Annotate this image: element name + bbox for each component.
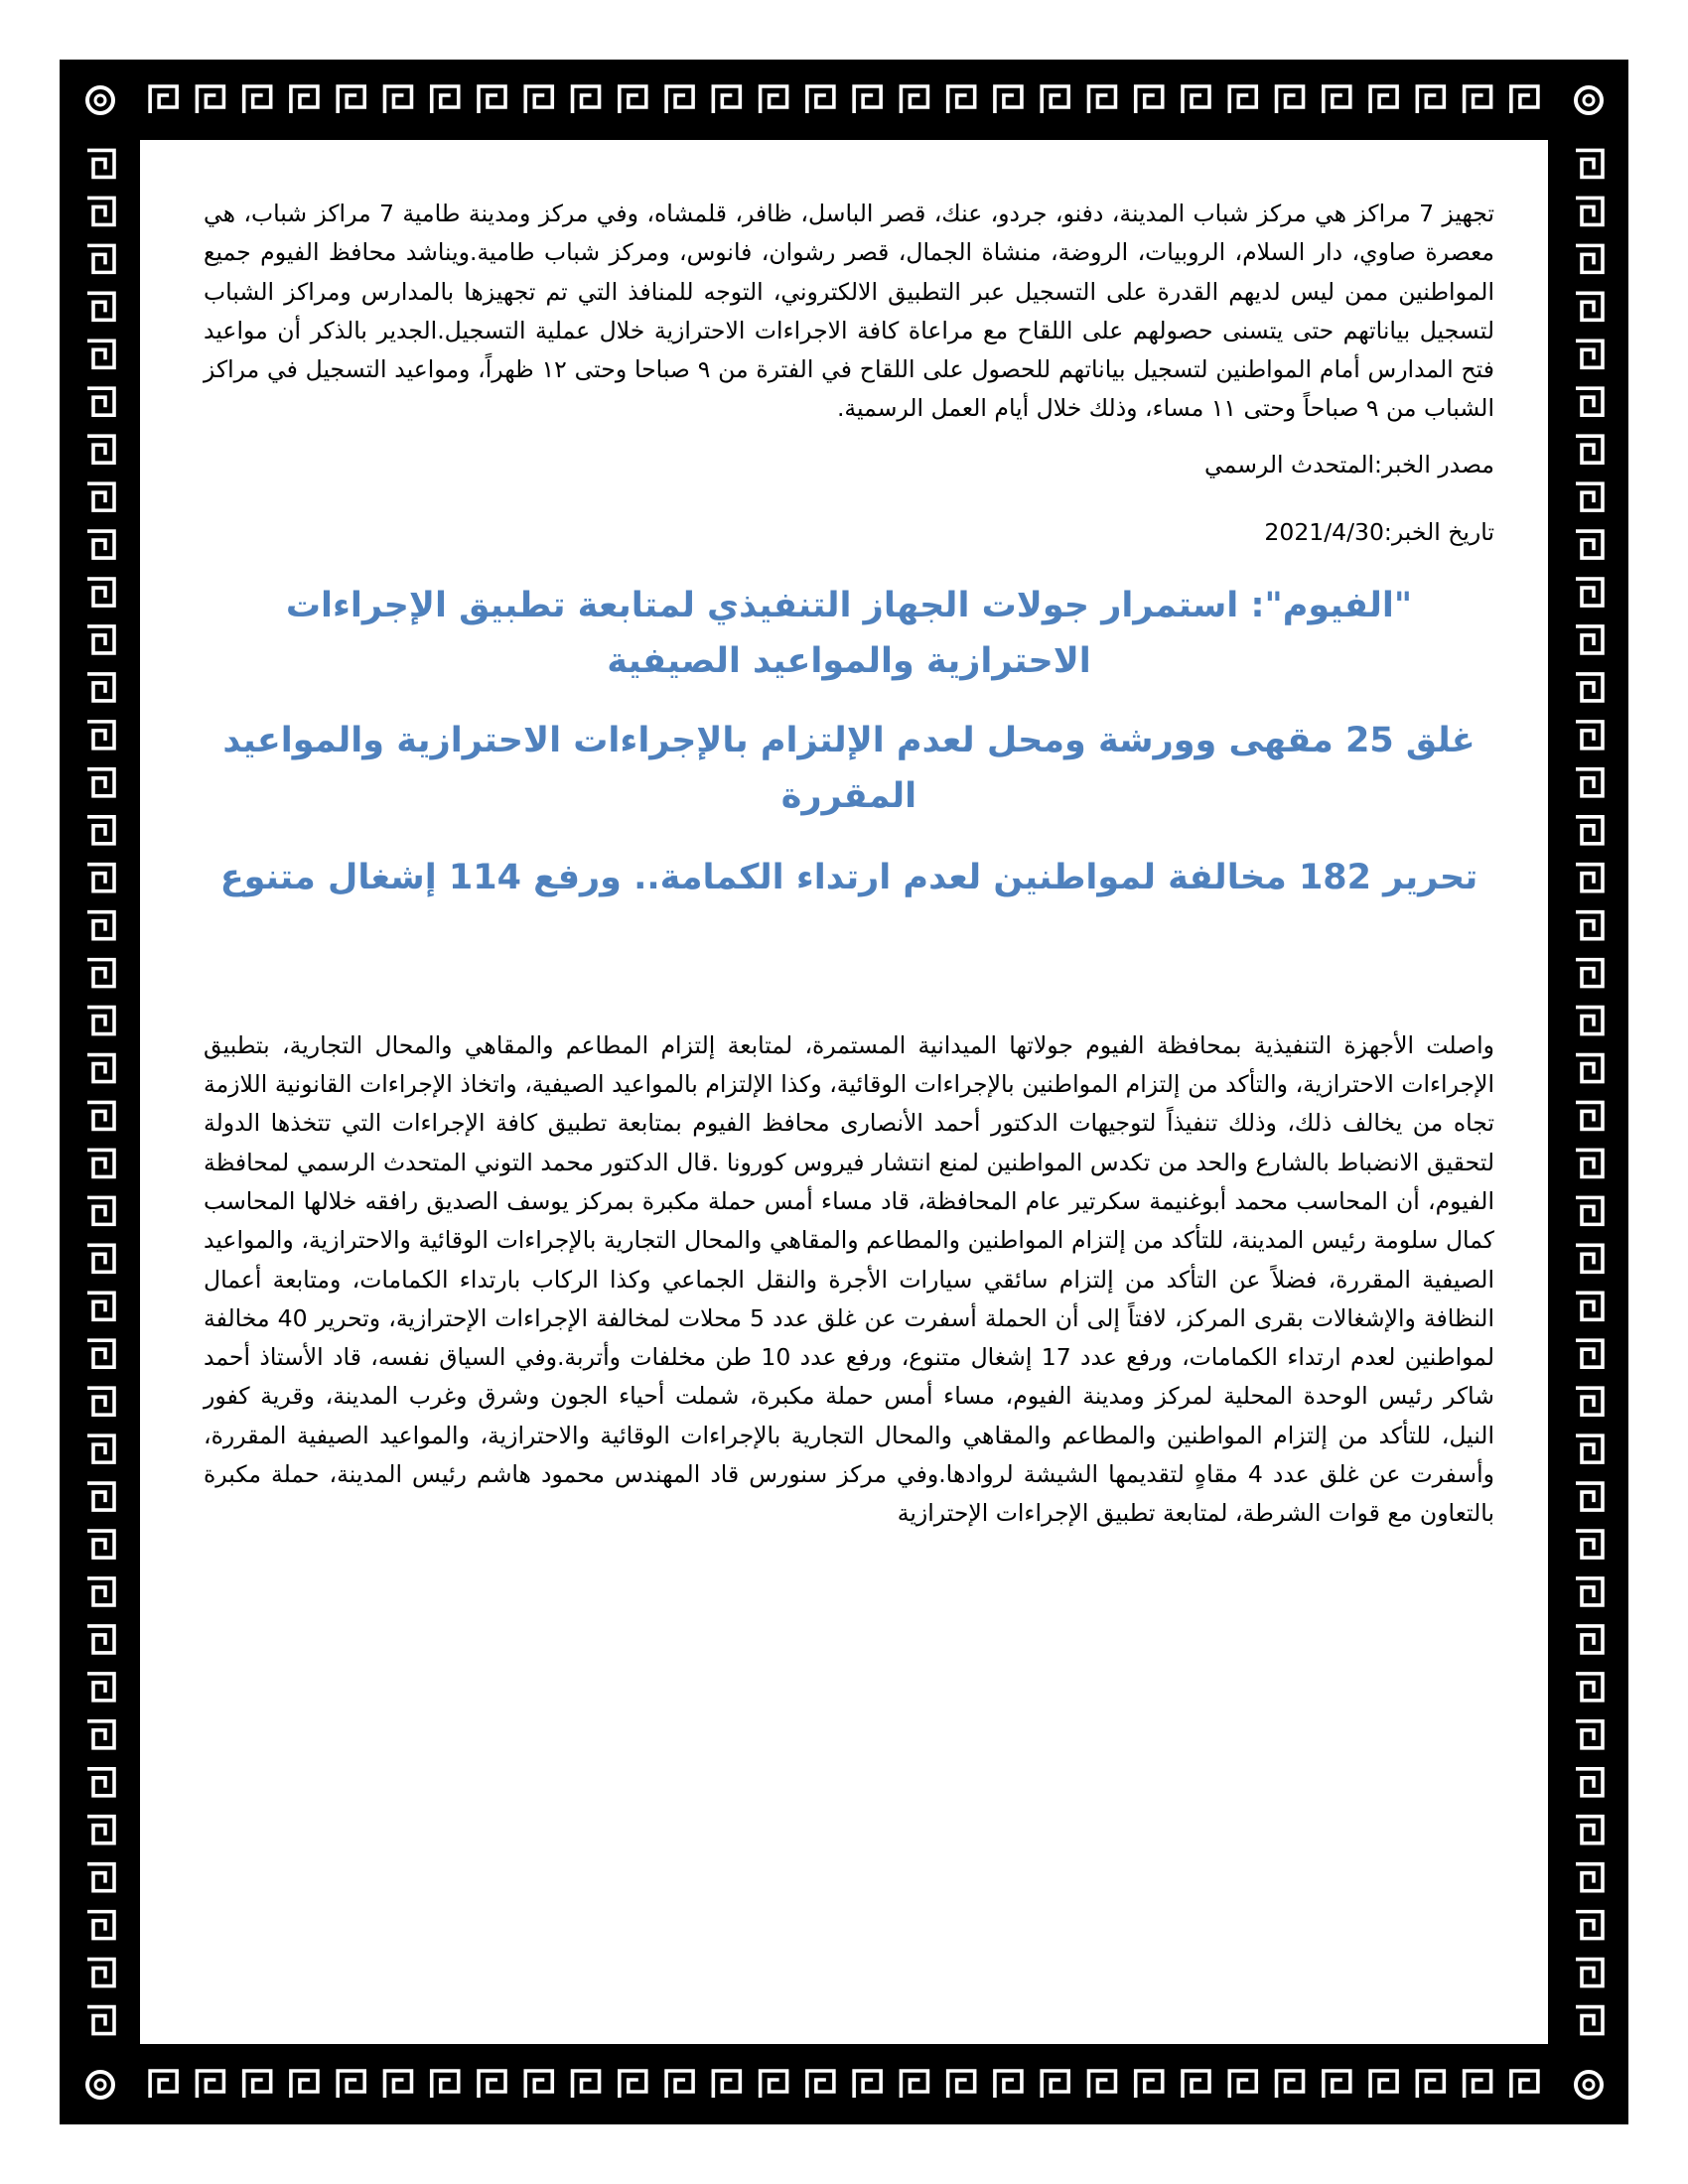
news-source bbox=[204, 449, 1494, 480]
headline-closures: غلق 25 مقهى وورشة ومحل لعدم الإلتزام بالإجراءات الاحترازية والمواعيد المقررة bbox=[222, 720, 1476, 816]
headline-violations: تحرير 182 مخالفة لمواطنين لعدم ارتداء الكمامة.. ورفع 114 إشغال متنوع bbox=[219, 857, 1478, 897]
source-label: مصدر الخبر: bbox=[1374, 450, 1494, 478]
page-content bbox=[204, 195, 1494, 2021]
source-value: المتحدث الرسمي bbox=[1204, 450, 1375, 478]
headline-main: "الفيوم": استمرار جولات الجهاز التنفيذي لمتابعة تطبيق الإجراءات الاحترازية والمواعيد الصيفية bbox=[285, 585, 1413, 681]
news-date bbox=[204, 516, 1494, 548]
article-body: واصلت الأجهزة التنفيذية بمحافظة الفيوم جولاتها الميدانية المستمرة، لمتابعة إلتزام المطاعم والمقاهي والمحال التجارية، بتطبيق الإجراءات الاحترازية، والتأكد من إلتزام المواطنين بالإجراءات الوقائية، وكذا الإلتزام بالمواعيد الصيفية، واتخاذ الإجراءات القانونية اللازمة تجاه من يخالف ذلك، وذلك تنفيذاً لتوجيهات الدكتور أحمد الأنصارى محافظ الفيوم بمتابعة تطبيق كافة الإجراءات التي تتخذها الدولة لتحقيق الانضباط بالشارع والحد من تكدس المواطنين لمنع انتشار فيروس كورونا .قال الدكتور محمد التوني المتحدث الرسمي لمحافظة الفيوم، أن المحاسب محمد أبوغنيمة سكرتير عام المحافظة، قاد مساء أمس حملة مكبرة بمركز يوسف الصديق رافقه خلالها المحاسب كمال سلومة رئيس المدينة، للتأكد من إلتزام المواطنين والمطاعم والمقاهي والمحال التجارية بالإجراءات الوقائية والاحترازية، والمواعيد الصيفية المقررة، فضلاً عن التأكد من إلتزام سائقي سيارات الأجرة والنقل الجماعي وكذا الركاب بارتداء الكمامات، ومتابعة أعمال النظافة والإشغالات بقرى المركز، لافتاً إلى أن الحملة أسفرت عن غلق عدد 5 محلات لمخالفة الإجراءات الإحترازية، وتحرير 40 مخالفة لمواطنين لعدم ارتداء الكمامات، ورفع عدد 17 إشغال متنوع، ورفع عدد 10 طن مخلفات وأتربة.وفي السياق نفسه، قاد الأستاذ أحمد شاكر رئيس الوحدة المحلية لمركز ومدينة الفيوم، مساء أمس حملة مكبرة، شملت أحياء الجون وشرق وغرب المدينة، وقرية كفور النيل، للتأكد من إلتزام المواطنين والمطاعم والمقاهي والمحال التجارية بالإجراءات الوقائية والاحترازية، والمواعيد الصيفية المقررة، وأسفرت عن غلق عدد 4 مقاهٍ لتقديمها الشيشة لروادها.وفي مركز سنورس قاد المهندس محمود هاشم رئيس المدينة، حملة مكبرة بالتعاون مع قوات الشرطة، لمتابعة تطبيق الإجراءات الإحترازية bbox=[204, 1030, 1494, 1528]
article-top-paragraph: تجهيز 7 مراكز هي مركز شباب المدينة، دفنو، جردو، عنك، قصر الباسل، ظافر، قلمشاه، وفي مركز ومدينة طامية 7 مراكز شباب، هي معصرة صاوي، دار السلام، الروبيات، الروضة، منشاة الجمال، قصر رشوان، فانوس، ومركز شباب طامية.ويناشد محافظ الفيوم جميع المواطنين ممن ليس لديهم القدرة على التسجيل عبر التطبيق الالكتروني، التوجه للمنافذ التي تم تجهيزها بالمدارس ومراكز الشباب لتسجيل بياناتهم حتى يتسنى حصولهم على اللقاح مع مراعاة كافة الاجراءات الاحترازية خلال عملية التسجيل.الجدير بالذكر أن مواعيد فتح المدارس أمام المواطنين لتسجيل بياناتهم للحصول على اللقاح في الفترة من ٩ صباحا وحتى ١٢ ظهراً، ومواعيد التسجيل في مراكز الشباب من ٩ صباحاً وحتى ١١ مساء، وذلك خلال أيام العمل الرسمية. bbox=[204, 200, 1494, 423]
date-value: 2021/4/30 bbox=[1264, 517, 1384, 546]
date-label: تاريخ الخبر: bbox=[1383, 517, 1494, 546]
